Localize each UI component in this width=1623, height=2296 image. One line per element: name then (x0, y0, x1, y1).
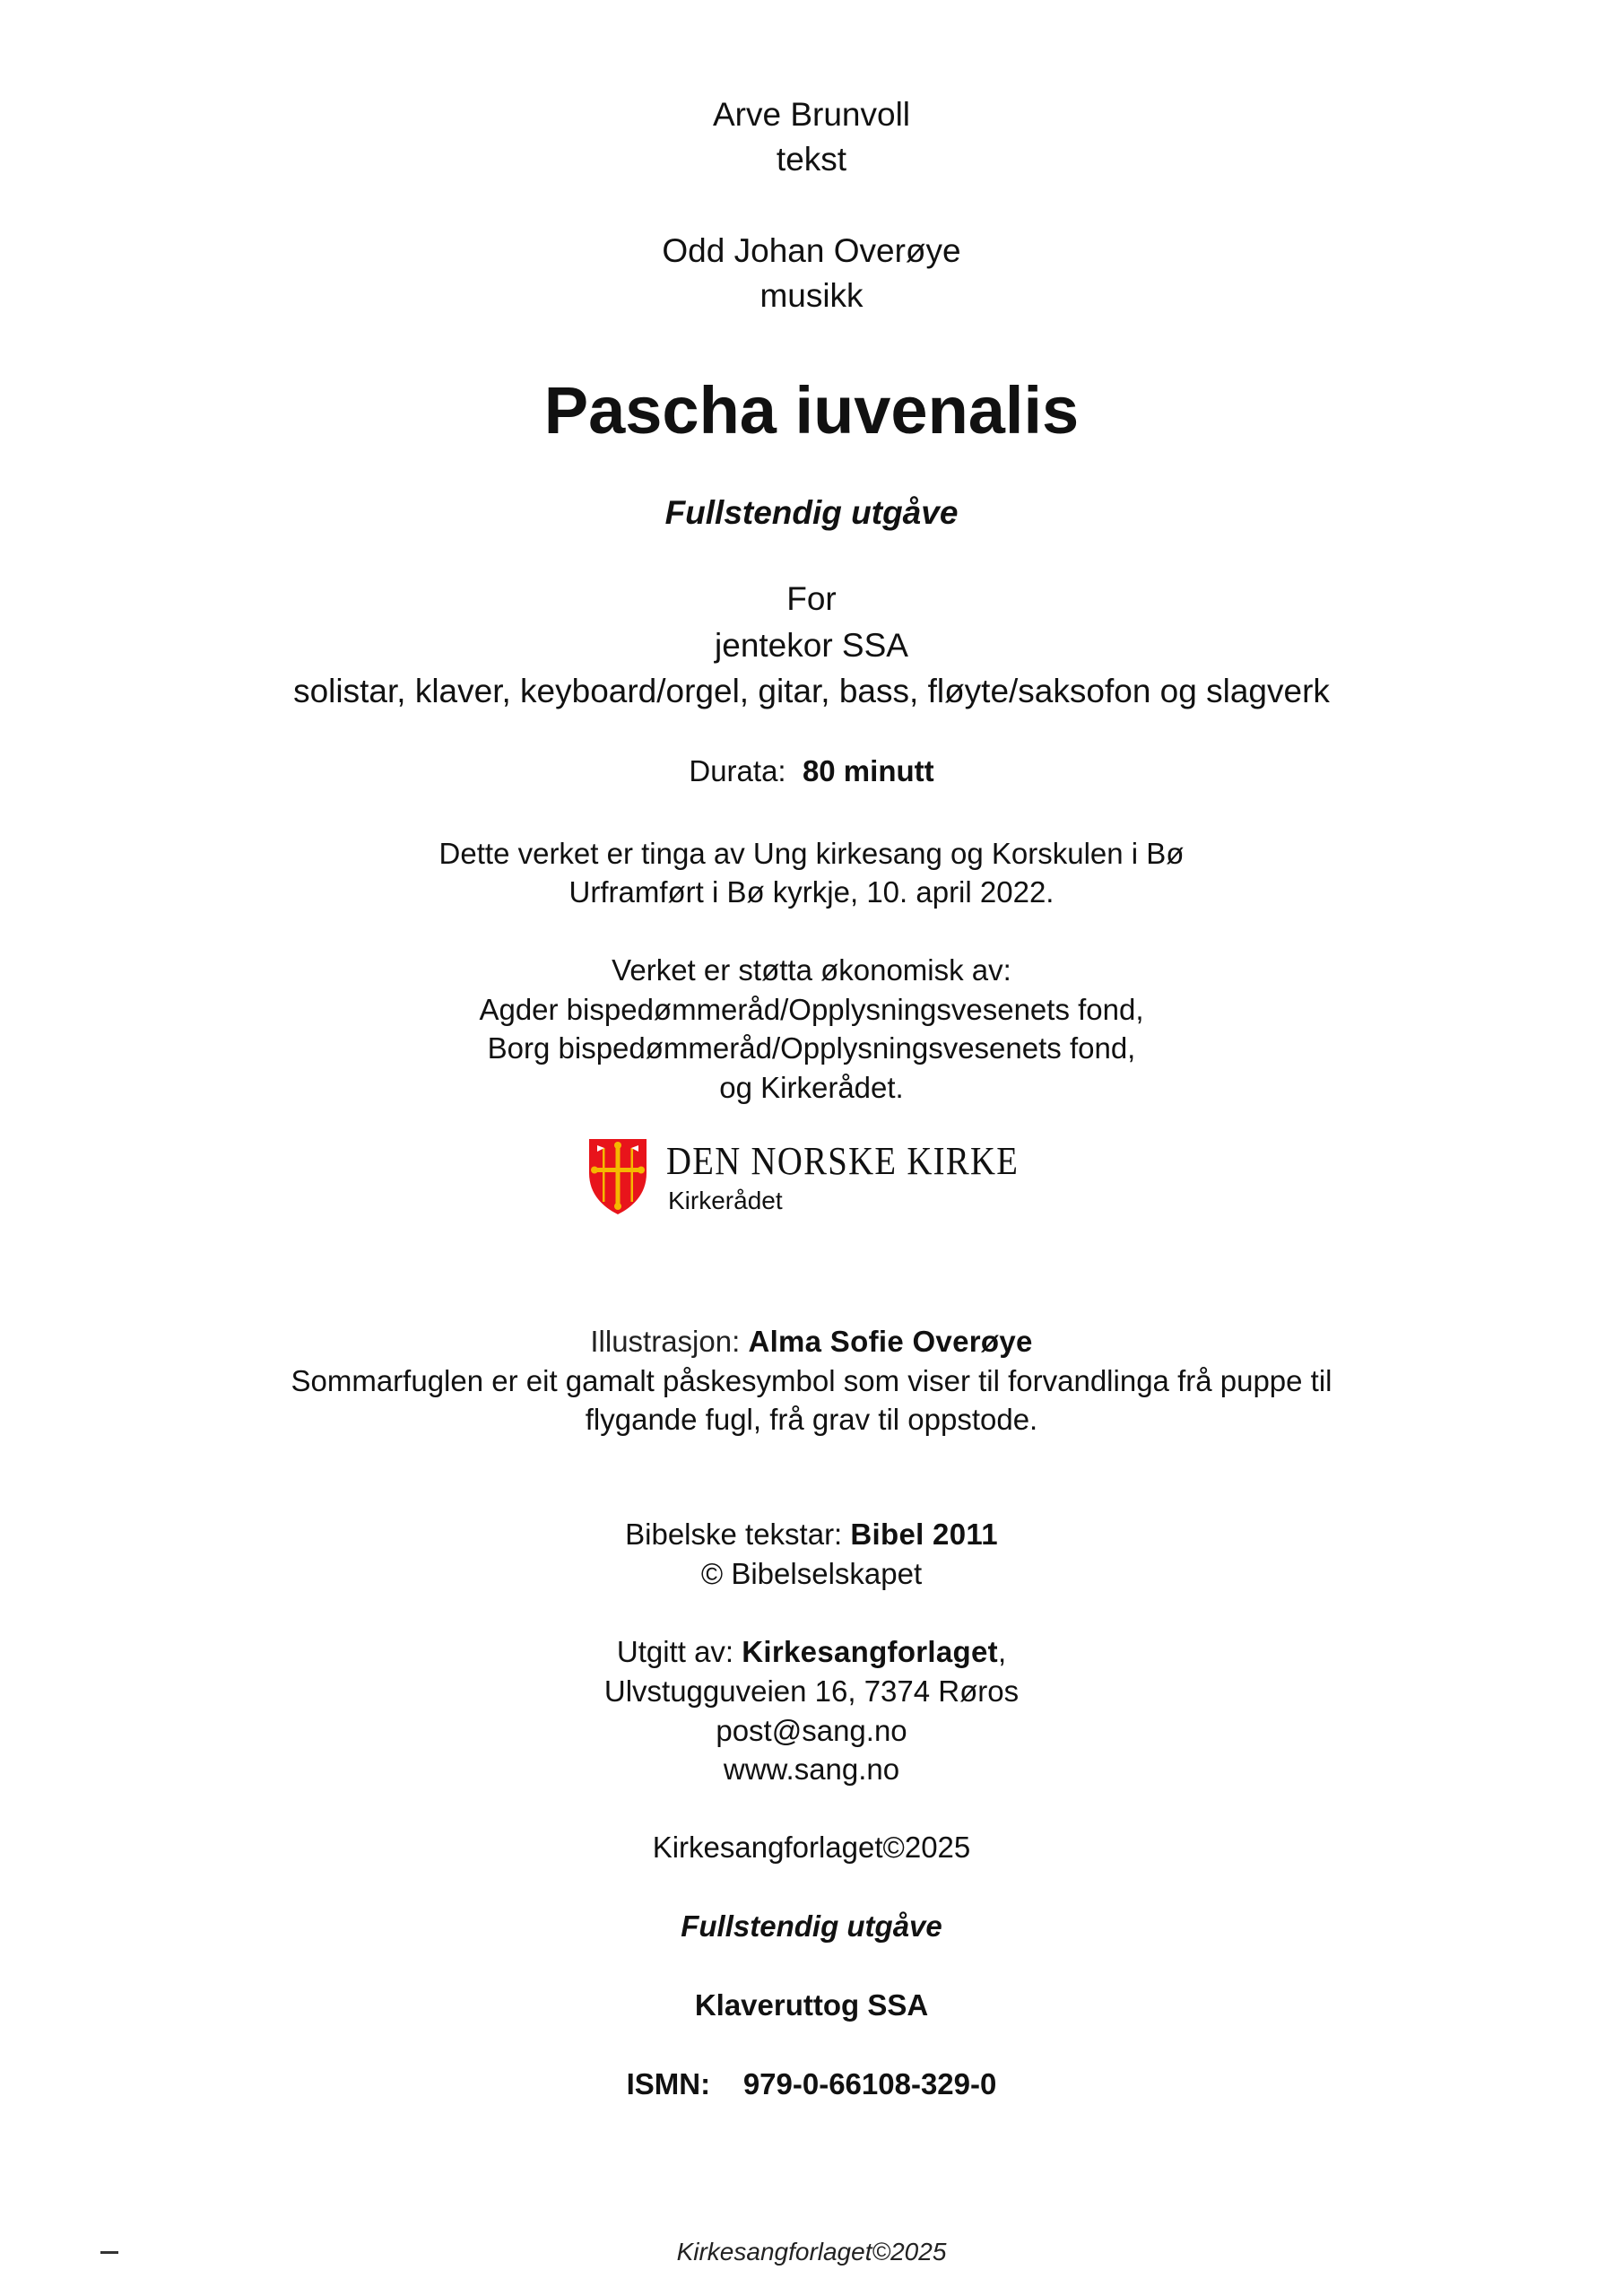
bible-credit (0, 1517, 1623, 1552)
funding-sponsor: Borg bispedømmeråd/Opplysningsvesenets fond, (487, 1031, 1136, 1065)
copyright-line: Kirkesangforlaget©2025 (652, 1831, 971, 1864)
page-title: Pascha iuvenalis (543, 373, 1080, 448)
org-subtitle: Kirkerådet (668, 1187, 783, 1214)
edition-subtitle: Fullstendig utgåve (664, 494, 959, 531)
ismn-line (0, 2066, 1623, 2102)
duration-value: 80 minutt (802, 754, 934, 787)
illustration-artist: Alma Sofie Overøye (748, 1325, 1033, 1358)
publisher-email[interactable]: post@sang.no (716, 1714, 907, 1747)
music-role: musikk (759, 277, 864, 314)
ismn-label: ISMN: (626, 2067, 711, 2100)
illustration-description-1: Sommarfuglen er eit gamalt påskesymbol som viser til forvandlinga frå puppe til (291, 1364, 1332, 1397)
funding-sponsor: og Kirkerådet. (719, 1071, 904, 1104)
footer-copyright: Kirkesangforlaget©2025 (676, 2238, 947, 2266)
illustration-label: Illustrasjon: (590, 1325, 741, 1358)
duration-label: Durata: (689, 754, 786, 787)
scoring-for-label: For (786, 580, 837, 617)
bible-label: Bibelske tekstar: (625, 1518, 843, 1551)
commission-line-1: Dette verket er tinga av Ung kirkesang og Korskulen i Bø (438, 837, 1185, 870)
bible-version: Bibel 2011 (850, 1518, 998, 1551)
scoring-choir: jentekor SSA (715, 627, 908, 664)
publisher-line (0, 1634, 1623, 1670)
illustration-description-2: flygande fugl, frå grav til oppstode. (585, 1403, 1038, 1436)
church-shield-icon (587, 1137, 648, 1216)
ismn-value: 979-0-66108-329-0 (742, 2067, 997, 2100)
edition-repeat: Fullstendig utgåve (681, 1909, 942, 1943)
publisher-website[interactable]: www.sang.no (723, 1752, 900, 1786)
commission-line-2: Urframført i Bø kyrkje, 10. april 2022. (568, 875, 1055, 909)
publisher-label: Utgitt av: (616, 1635, 734, 1668)
music-author: Odd Johan Overøye (662, 232, 961, 269)
publisher-address: Ulvstugguveien 16, 7374 Røros (603, 1674, 1020, 1708)
scoring-instruments: solistar, klaver, keyboard/orgel, gitar, bass, fløyte/saksofon og slagverk (293, 673, 1330, 709)
den-norske-kirke-logo (587, 1137, 1054, 1236)
funding-intro: Verket er støtta økonomisk av: (612, 953, 1011, 987)
org-name: DEN NORSKE KIRKE (666, 1139, 1020, 1183)
funding-sponsor: Agder bispedømmeråd/Opplysningsvesenets fond, (479, 993, 1144, 1026)
text-role: tekst (776, 141, 847, 178)
illustration-credit (0, 1324, 1623, 1360)
publisher-name-suffix: , (997, 1635, 1007, 1668)
publisher-name: Kirkesangforlaget (742, 1635, 998, 1668)
product-label: Klaveruttog SSA (694, 1988, 929, 2022)
duration-line (0, 753, 1623, 789)
text-author: Arve Brunvoll (712, 96, 911, 133)
bible-copyright: © Bibelselskapet (700, 1557, 923, 1590)
